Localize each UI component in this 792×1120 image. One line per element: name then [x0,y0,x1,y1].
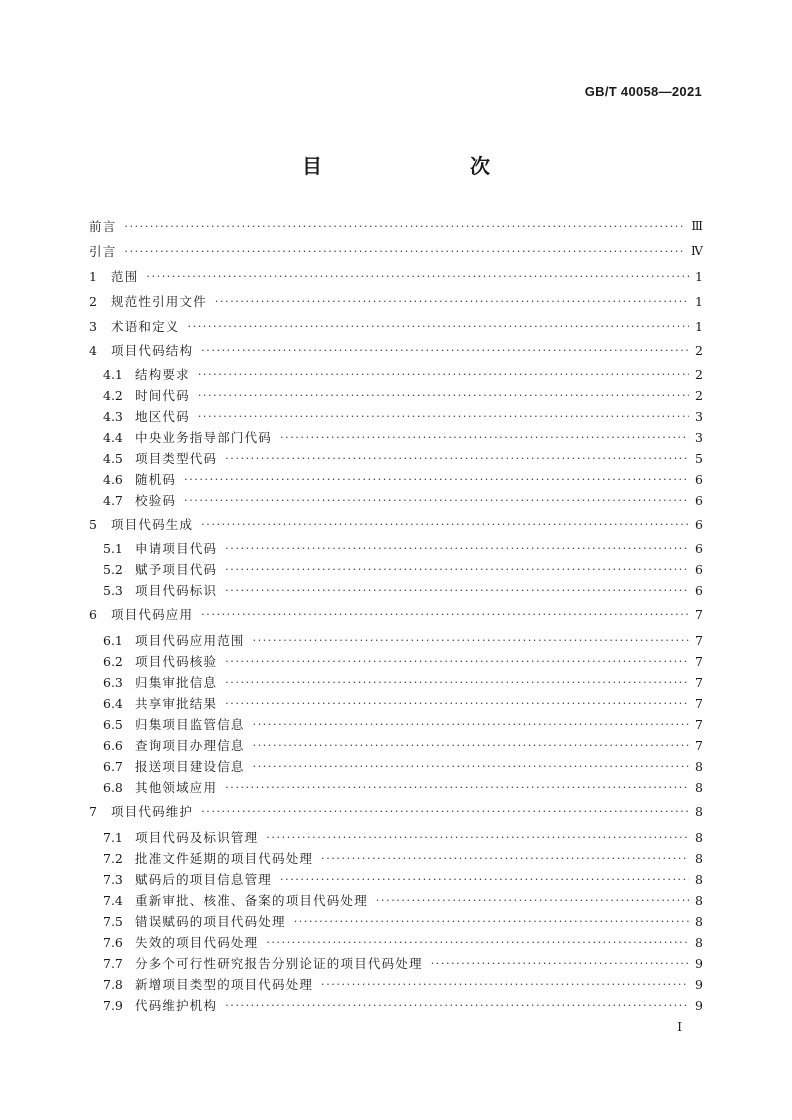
toc-entry-page: Ⅲ [691,219,703,233]
toc-entry-page: 8 [695,934,703,950]
toc-entry[interactable] [103,406,703,426]
toc-entry-page: 9 [695,976,703,992]
toc-entry[interactable] [89,514,703,534]
toc-entry-label: 赋码后的项目信息管理 [135,872,273,887]
toc-entry-label: 项目代码核验 [135,654,218,669]
toc-dot-leader [201,518,689,531]
toc-entry-number: 6 [89,606,97,622]
toc-entry-page: 8 [695,871,703,887]
toc-dot-leader [225,452,689,465]
toc-entry-page: 7 [695,632,703,648]
toc-entry[interactable] [103,469,703,489]
toc-entry[interactable] [89,266,703,286]
toc-entry-number: 4.1 [103,366,123,382]
toc-entry-number: 7.1 [103,829,123,845]
toc-entry[interactable] [89,801,703,821]
toc-entry-label: 项目代码及标识管理 [135,830,259,845]
toc-dot-leader [253,718,689,731]
toc-entry[interactable] [103,848,703,868]
toc-entry-number: 6.3 [103,674,123,690]
toc-entry-page: 3 [695,429,703,445]
toc-entry-label: 校验码 [135,493,177,508]
toc-entry[interactable] [89,340,703,360]
toc-dot-leader [201,344,689,357]
toc-entry-label: 项目代码结构 [111,343,194,358]
toc-entry-number: 6.8 [103,779,123,795]
toc-entry-label: 项目代码应用 [111,607,194,622]
toc-entry-label: 中央业务指导部门代码 [135,430,273,445]
toc-entry-number: 6.2 [103,653,123,669]
toc-entry-label: 术语和定义 [111,319,180,334]
toc-entry[interactable] [103,559,703,579]
toc-dot-leader [188,320,689,333]
toc-dot-leader [225,999,689,1012]
toc-entry[interactable] [103,364,703,384]
toc-entry-number: 4.6 [103,471,123,487]
toc-entry[interactable] [103,693,703,713]
toc-entry-label: 报送项目建设信息 [135,759,245,774]
toc-dot-leader [266,831,689,844]
toc-entry-page: 7 [695,716,703,732]
toc-entry-label: 时间代码 [135,388,190,403]
toc-entry[interactable] [103,777,703,797]
toc-entry-label: 共享审批结果 [135,696,218,711]
toc-entry-page: 1 [695,318,703,334]
toc-entry[interactable] [103,580,703,600]
toc-entry-number: 7.9 [103,997,123,1013]
toc-entry[interactable] [103,538,703,558]
toc-dot-leader [225,697,689,710]
toc-entry-label: 新增项目类型的项目代码处理 [135,977,314,992]
toc-entry-label: 失效的项目代码处理 [135,935,259,950]
toc-entry[interactable] [103,911,703,931]
toc-entry-page: 5 [695,450,703,466]
toc-dot-leader [225,542,689,555]
toc-entry-label: 其他领域应用 [135,780,218,795]
toc-entry-label: 重新审批、核准、备案的项目代码处理 [135,893,368,908]
toc-entry-number: 7.3 [103,871,123,887]
toc-entry-number: 3 [89,318,97,334]
toc-entry-number: 7 [89,803,97,819]
toc-entry-label: 地区代码 [135,409,190,424]
toc-dot-leader [253,760,689,773]
toc-dot-leader [198,389,689,402]
toc-entry-label: 规范性引用文件 [111,294,207,309]
toc-entry-number: 6.1 [103,632,123,648]
toc-entry-page: 2 [695,387,703,403]
toc-entry-label: 分多个可行性研究报告分别论证的项目代码处理 [135,956,423,971]
toc-entry-page: 7 [695,737,703,753]
toc-entry[interactable] [103,714,703,734]
toc-entry-page: 6 [695,582,703,598]
toc-entry-page: 8 [695,803,703,819]
toc-entry-number: 7.5 [103,913,123,929]
toc-entry-page: 9 [695,997,703,1013]
toc-dot-leader [321,852,689,865]
toc-entry-label: 申请项目代码 [135,541,218,556]
standard-code: GB/T 40058—2021 [584,84,702,99]
toc-entry-page: 6 [695,561,703,577]
toc-entry[interactable] [103,672,703,692]
toc-entry-label: 项目代码应用范围 [135,633,245,648]
toc-dot-leader [253,634,689,647]
toc-dot-leader [225,563,689,576]
toc-entry[interactable] [89,216,703,236]
toc-dot-leader [146,270,689,283]
toc-entry[interactable] [89,604,703,624]
toc-dot-leader [201,608,689,621]
toc-entry[interactable] [103,827,703,847]
toc-entry-number: 1 [89,268,97,284]
toc-dot-leader [124,220,685,233]
toc-dot-leader [431,957,689,970]
toc-entry-number: 4.2 [103,387,123,403]
toc-dot-leader [253,739,689,752]
toc-entry-number: 5.3 [103,582,123,598]
toc-entry-label: 随机码 [135,472,177,487]
toc-entry[interactable] [103,630,703,650]
footer-page-number: I [677,1020,682,1034]
toc-dot-leader [198,410,689,423]
toc-entry-number: 6.6 [103,737,123,753]
toc-entry-page: Ⅳ [691,244,703,258]
toc-dot-leader [215,295,689,308]
toc-entry-label: 项目代码标识 [135,583,218,598]
toc-dot-leader [198,368,689,381]
toc-entry-number: 5 [89,516,97,532]
toc-entry[interactable] [103,427,703,447]
toc-entry[interactable] [89,316,703,336]
toc-entry[interactable] [103,995,703,1015]
toc-entry-number: 7.6 [103,934,123,950]
toc-entry[interactable] [103,869,703,889]
toc-entry-page: 3 [695,408,703,424]
toc-entry-page: 1 [695,268,703,284]
toc-entry-number: 7.7 [103,955,123,971]
toc-dot-leader [225,676,689,689]
toc-dot-leader [225,655,689,668]
toc-entry[interactable] [103,490,703,510]
toc-dot-leader [184,473,689,486]
toc-entry-page: 2 [695,342,703,358]
toc-entry-label: 代码维护机构 [135,998,218,1013]
toc-entry-number: 6.5 [103,716,123,732]
toc-entry-page: 1 [695,293,703,309]
toc-entry-page: 2 [695,366,703,382]
toc-dot-leader [321,978,689,991]
toc-entry-label: 归集项目监管信息 [135,717,245,732]
toc-dot-leader [376,894,689,907]
toc-entry-page: 7 [695,606,703,622]
toc-entry-page: 6 [695,516,703,532]
toc-entry-page: 8 [695,779,703,795]
toc-entry-number: 7.8 [103,976,123,992]
toc-entry-label: 赋予项目代码 [135,562,218,577]
toc-entry-page: 8 [695,829,703,845]
toc-dot-leader [124,245,685,258]
toc-entry-page: 8 [695,850,703,866]
toc-entry-number: 7.4 [103,892,123,908]
toc-entry-page: 7 [695,674,703,690]
toc-entry[interactable] [103,385,703,405]
toc-entry-page: 7 [695,653,703,669]
toc-entry[interactable] [103,651,703,671]
toc-entry-number: 6.7 [103,758,123,774]
toc-entry[interactable] [103,756,703,776]
toc-entry-label: 项目类型代码 [135,451,218,466]
toc-entry-number: 5.1 [103,540,123,556]
toc-entry[interactable] [103,974,703,994]
toc-dot-leader [225,781,689,794]
toc-entry-label: 前言 [89,219,117,234]
toc-dot-leader [266,936,689,949]
toc-entry-number: 4.5 [103,450,123,466]
toc-entry-number: 6.4 [103,695,123,711]
toc-dot-leader [294,915,689,928]
toc-entry[interactable] [103,932,703,952]
toc-entry-page: 7 [695,695,703,711]
toc-entry-page: 9 [695,955,703,971]
toc-entry-number: 5.2 [103,561,123,577]
toc-entry-page: 8 [695,913,703,929]
toc-entry-page: 6 [695,471,703,487]
toc-entry-label: 引言 [89,244,117,259]
toc-entry-page: 6 [695,492,703,508]
toc-entry-page: 8 [695,758,703,774]
toc-entry-label: 归集审批信息 [135,675,218,690]
toc-entry[interactable] [89,241,703,261]
toc-entry-number: 4.4 [103,429,123,445]
toc-entry[interactable] [103,953,703,973]
toc-entry-label: 项目代码维护 [111,804,194,819]
toc-entry[interactable] [103,735,703,755]
toc-dot-leader [280,873,689,886]
toc-entry[interactable] [103,448,703,468]
toc-dot-leader [280,431,689,444]
toc-entry[interactable] [89,291,703,311]
toc-entry-page: 8 [695,892,703,908]
toc-entry-number: 2 [89,293,97,309]
toc-entry-number: 4.3 [103,408,123,424]
toc-entry-label: 错误赋码的项目代码处理 [135,914,286,929]
toc-entry-number: 4 [89,342,97,358]
toc-entry-label: 结构要求 [135,367,190,382]
toc-entry-page: 6 [695,540,703,556]
toc-entry-label: 项目代码生成 [111,517,194,532]
page-title: 目 次 [302,154,526,178]
toc-entry-label: 查询项目办理信息 [135,738,245,753]
toc-entry-label: 批准文件延期的项目代码处理 [135,851,314,866]
toc-dot-leader [201,805,689,818]
toc-entry-number: 7.2 [103,850,123,866]
toc-entry-number: 4.7 [103,492,123,508]
toc-dot-leader [225,584,689,597]
toc-dot-leader [184,494,689,507]
toc-entry-label: 范围 [111,269,139,284]
toc-entry[interactable] [103,890,703,910]
